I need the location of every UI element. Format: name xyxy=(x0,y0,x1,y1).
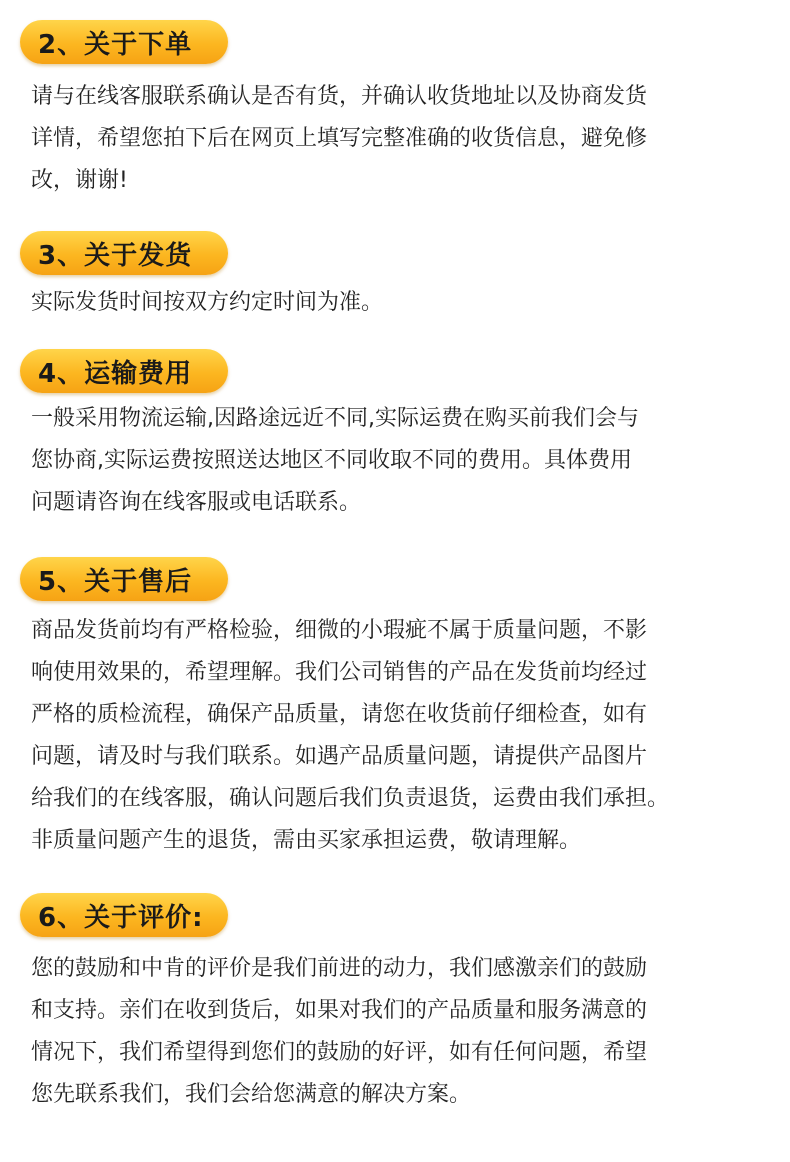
body-line: 请与在线客服联系确认是否有货，并确认收货地址以及协商发货 xyxy=(31,84,648,109)
section-title: 6、关于评价: xyxy=(38,902,204,933)
body-line: 您协商,实际运费按照送达地区不同收取不同的费用。具体费用 xyxy=(31,448,632,473)
section-heading-pill xyxy=(20,349,228,393)
body-line: 实际发货时间按双方约定时间为准。 xyxy=(31,290,384,315)
section-heading-pill xyxy=(20,557,228,601)
body-line: 问题请咨询在线客服或电话联系。 xyxy=(31,490,362,515)
section-heading-pill xyxy=(20,231,228,275)
body-line: 问题，请及时与我们联系。如遇产品质量问题，请提供产品图片 xyxy=(31,744,648,769)
section-title: 2、关于下单 xyxy=(38,29,193,60)
section-body xyxy=(31,948,776,1116)
body-line: 改，谢谢! xyxy=(31,168,128,193)
section-heading-pill xyxy=(20,893,228,937)
section-body xyxy=(31,610,776,862)
body-line: 详情，希望您拍下后在网页上填写完整准确的收货信息，避免修 xyxy=(31,126,648,151)
body-line: 响使用效果的，希望理解。我们公司销售的产品在发货前均经过 xyxy=(31,660,648,685)
body-line: 情况下，我们希望得到您们的鼓励的好评，如有任何问题，希望 xyxy=(31,1040,648,1065)
section-heading-pill xyxy=(20,20,228,64)
section-body xyxy=(31,76,776,202)
body-line: 一般采用物流运输,因路途远近不同,实际运费在购买前我们会与 xyxy=(31,406,639,431)
body-line: 严格的质检流程，确保产品质量，请您在收货前仔细检查，如有 xyxy=(31,702,648,727)
section-body xyxy=(31,398,776,524)
section-title: 4、运输费用 xyxy=(38,358,193,389)
body-line: 非质量问题产生的退货，需由买家承担运费，敬请理解。 xyxy=(31,828,582,853)
section-title: 3、关于发货 xyxy=(38,240,193,271)
body-line: 您先联系我们，我们会给您满意的解决方案。 xyxy=(31,1082,472,1107)
section-body xyxy=(31,282,776,324)
body-line: 给我们的在线客服，确认问题后我们负责退货，运费由我们承担。 xyxy=(31,786,670,811)
body-line: 商品发货前均有严格检验，细微的小瑕疵不属于质量问题，不影 xyxy=(31,618,648,643)
section-title: 5、关于售后 xyxy=(38,566,193,597)
body-line: 您的鼓励和中肯的评价是我们前进的动力，我们感激亲们的鼓励 xyxy=(31,956,648,981)
body-line: 和支持。亲们在收到货后，如果对我们的产品质量和服务满意的 xyxy=(31,998,648,1023)
